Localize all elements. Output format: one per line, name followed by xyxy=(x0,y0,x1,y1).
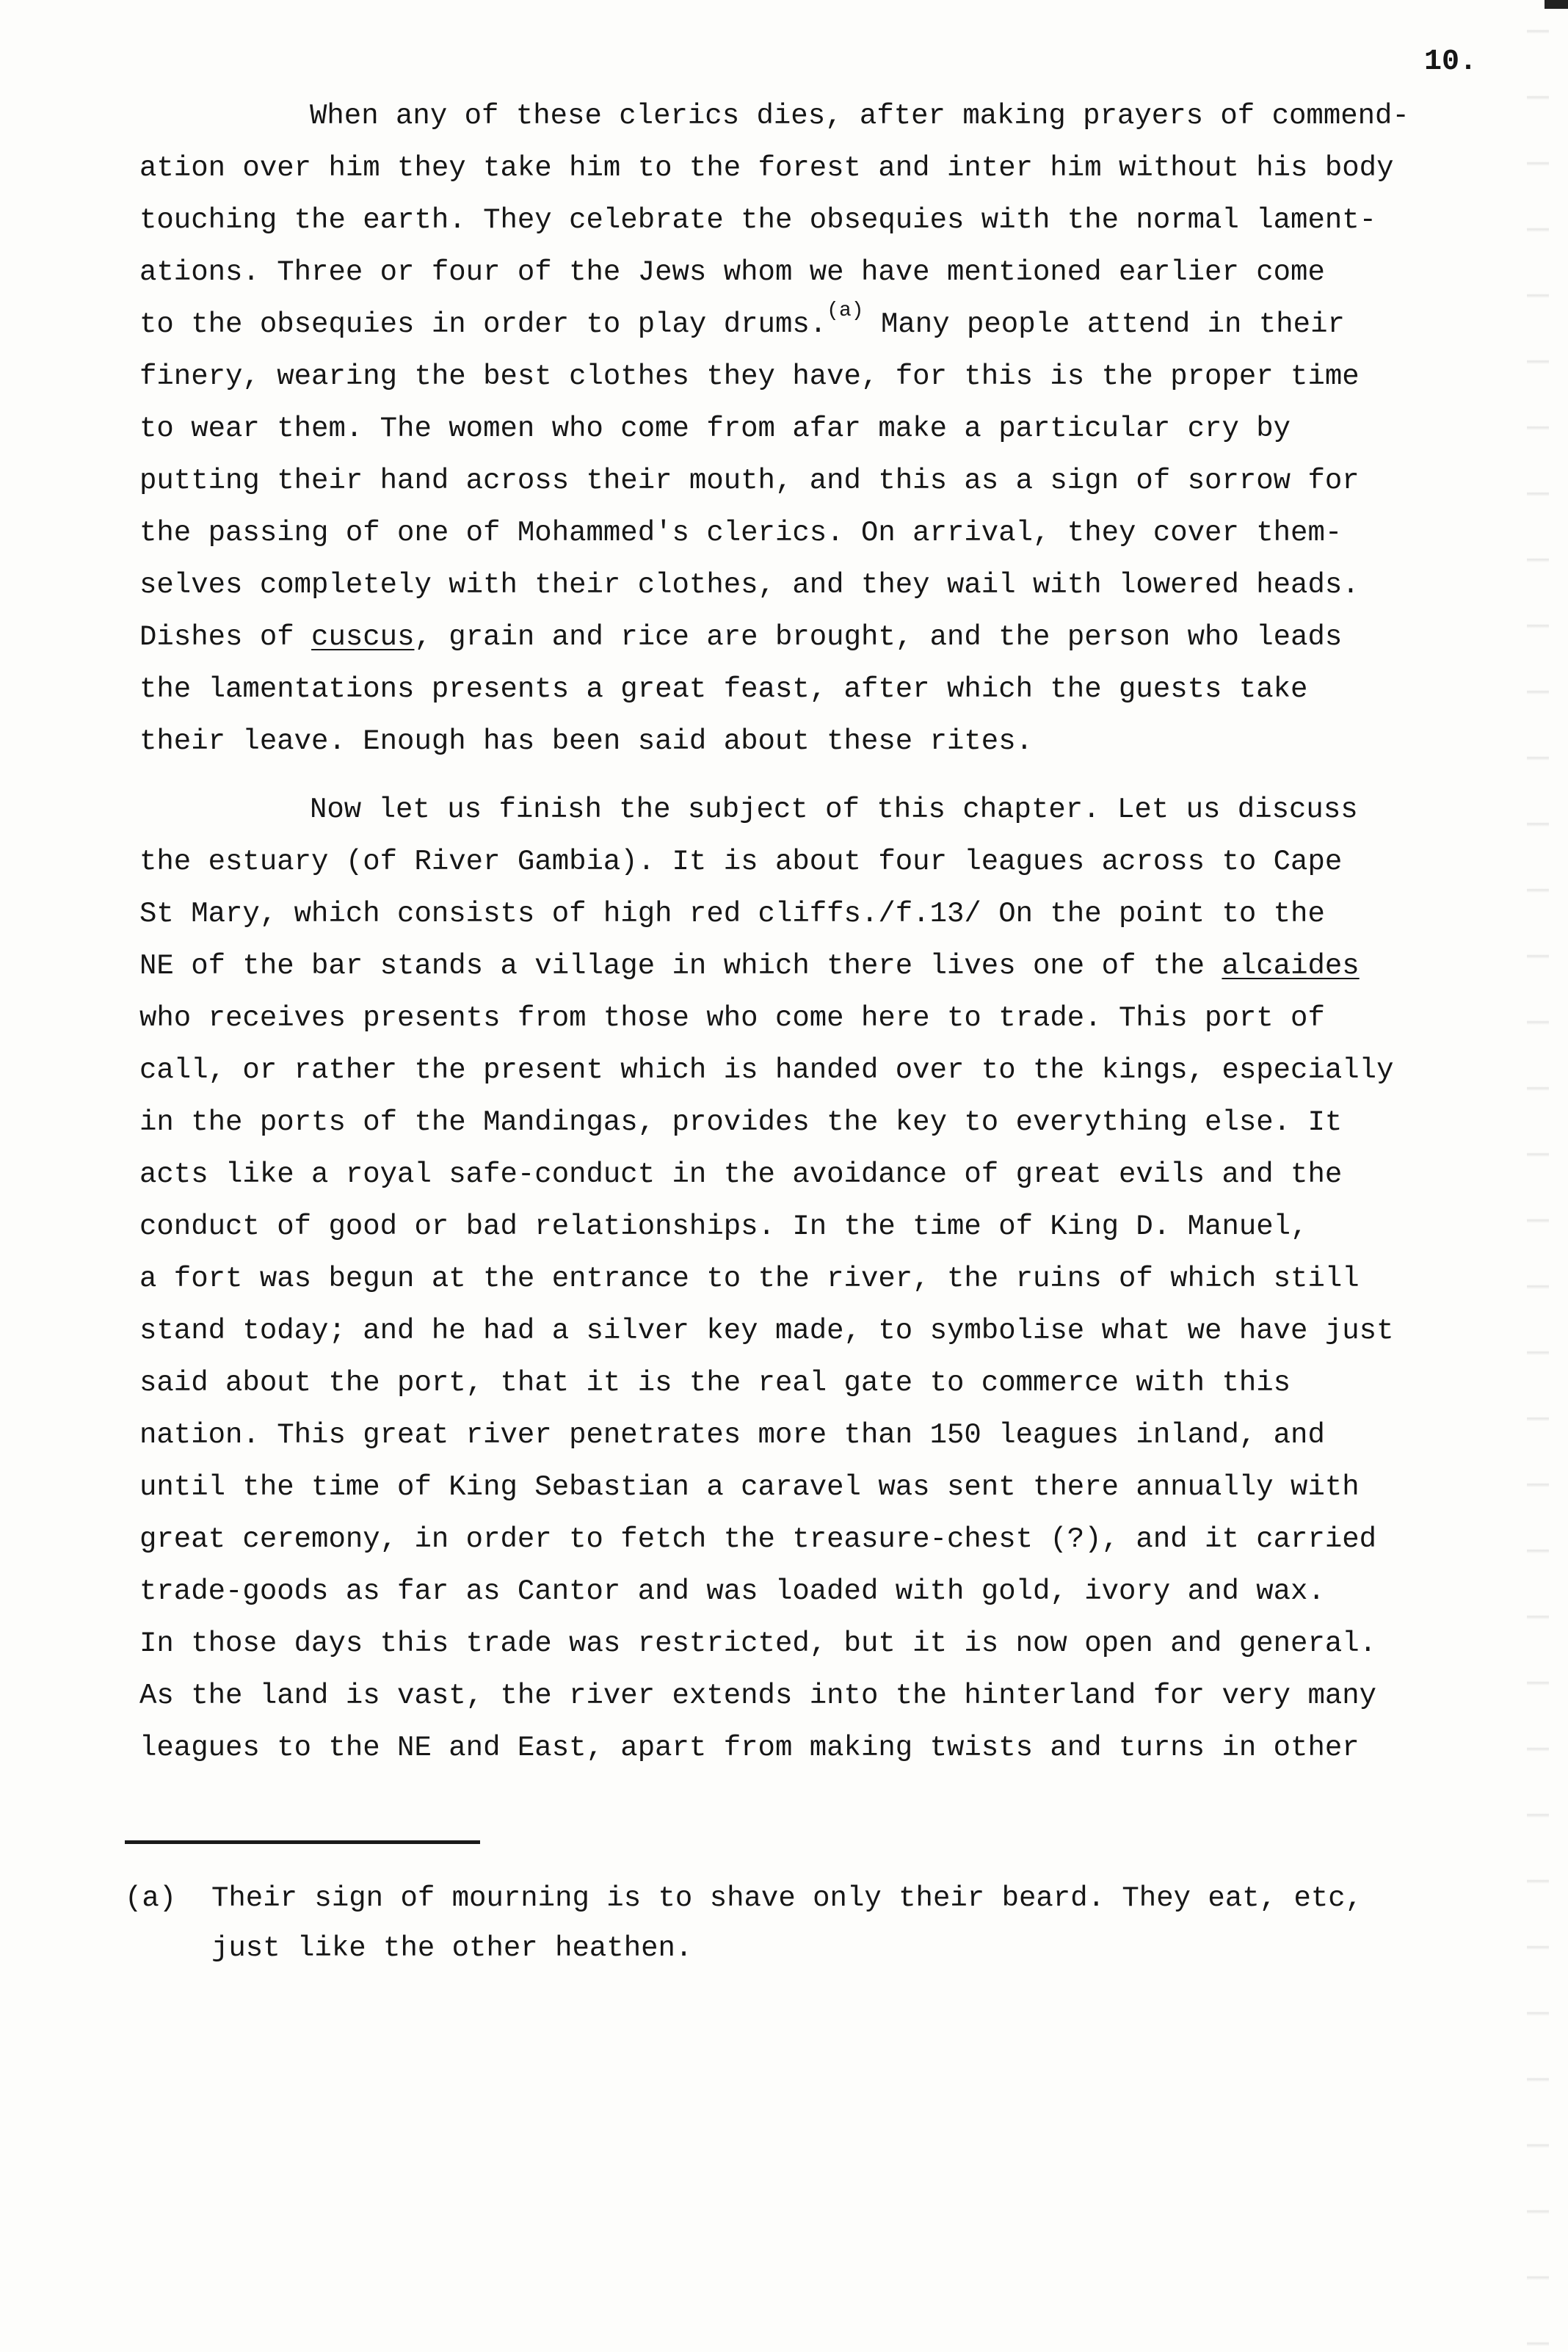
footnote-divider xyxy=(125,1840,480,1844)
footnote-text: Their sign of mourning is to shave only their beard. They eat, etc, xyxy=(211,1882,1363,1914)
text-line: ation over him they take him to the forest and inter him without his body xyxy=(139,152,1394,184)
text-segment: to the obsequies in order to play drums. xyxy=(139,308,827,341)
underlined-term: cuscus xyxy=(311,621,415,653)
text-line xyxy=(139,944,1360,988)
text-line: St Mary, which consists of high red cliffs./f.13/ On the point to the xyxy=(139,898,1325,930)
text-line: putting their hand across their mouth, and this as a sign of sorrow for xyxy=(139,465,1360,497)
text-line: finery, wearing the best clothes they have, for this is the proper time xyxy=(139,360,1360,393)
text-line: until the time of King Sebastian a caravel was sent there annually with xyxy=(139,1471,1360,1503)
text-line: touching the earth. They celebrate the obsequies with the normal lament- xyxy=(139,204,1377,236)
text-line: nation. This great river penetrates more than 150 leagues inland, and xyxy=(139,1419,1325,1451)
footnote-line xyxy=(125,1876,1362,1920)
footnote-line: just like the other heathen. xyxy=(211,1932,693,1964)
page-number: 10. xyxy=(1424,46,1478,79)
text-segment: Dishes of xyxy=(139,621,312,653)
text-line: the passing of one of Mohammed's clerics. On arrival, they cover them- xyxy=(139,517,1343,549)
text-line xyxy=(139,302,1345,346)
text-line: stand today; and he had a silver key made, to symbolise what we have just xyxy=(139,1315,1394,1347)
underlined-term: alcaides xyxy=(1222,950,1360,982)
scan-edge-artifact xyxy=(1527,0,1549,2352)
text-line: When any of these clerics dies, after making prayers of commend- xyxy=(310,100,1409,132)
text-line: in the ports of the Mandingas, provides the key to everything else. It xyxy=(139,1106,1343,1139)
text-line: the estuary (of River Gambia). It is about four leagues across to Cape xyxy=(139,846,1343,878)
text-line: ations. Three or four of the Jews whom we have mentioned earlier come xyxy=(139,256,1325,288)
footnote-marker: (a) xyxy=(125,1882,177,1914)
text-line: a fort was begun at the entrance to the river, the ruins of which still xyxy=(139,1263,1360,1295)
text-line: leagues to the NE and East, apart from making twists and turns in other xyxy=(139,1732,1360,1764)
text-line: In those days this trade was restricted, but it is now open and general. xyxy=(139,1627,1377,1660)
text-line: acts like a royal safe-conduct in the avoidance of great evils and the xyxy=(139,1158,1343,1191)
text-line xyxy=(139,615,1342,659)
scan-corner-mark xyxy=(1545,0,1568,9)
text-line: who receives presents from those who come here to trade. This port of xyxy=(139,1002,1325,1034)
text-line: call, or rather the present which is handed over to the kings, especially xyxy=(139,1054,1394,1086)
text-segment: , grain and rice are brought, and the person who leads xyxy=(414,621,1343,653)
text-segment: Many people attend in their xyxy=(863,308,1345,341)
text-line: As the land is vast, the river extends into the hinterland for very many xyxy=(139,1680,1377,1712)
text-line: said about the port, that it is the real gate to commerce with this xyxy=(139,1367,1291,1399)
text-line: to wear them. The women who come from afar make a particular cry by xyxy=(139,413,1291,445)
text-line: Now let us finish the subject of this chapter. Let us discuss xyxy=(310,794,1358,826)
text-line: the lamentations presents a great feast, after which the guests take xyxy=(139,673,1308,705)
text-segment: NE of the bar stands a village in which there lives one of the xyxy=(139,950,1222,982)
text-line: trade-goods as far as Cantor and was loaded with gold, ivory and wax. xyxy=(139,1575,1325,1608)
text-line: their leave. Enough has been said about these rites. xyxy=(139,725,1033,758)
text-line: great ceremony, in order to fetch the treasure-chest (?), and it carried xyxy=(139,1523,1377,1556)
text-line: selves completely with their clothes, and they wail with lowered heads. xyxy=(139,569,1360,601)
text-line: conduct of good or bad relationships. In the time of King D. Manuel, xyxy=(139,1211,1308,1243)
footnote-reference: (a) xyxy=(827,300,864,322)
